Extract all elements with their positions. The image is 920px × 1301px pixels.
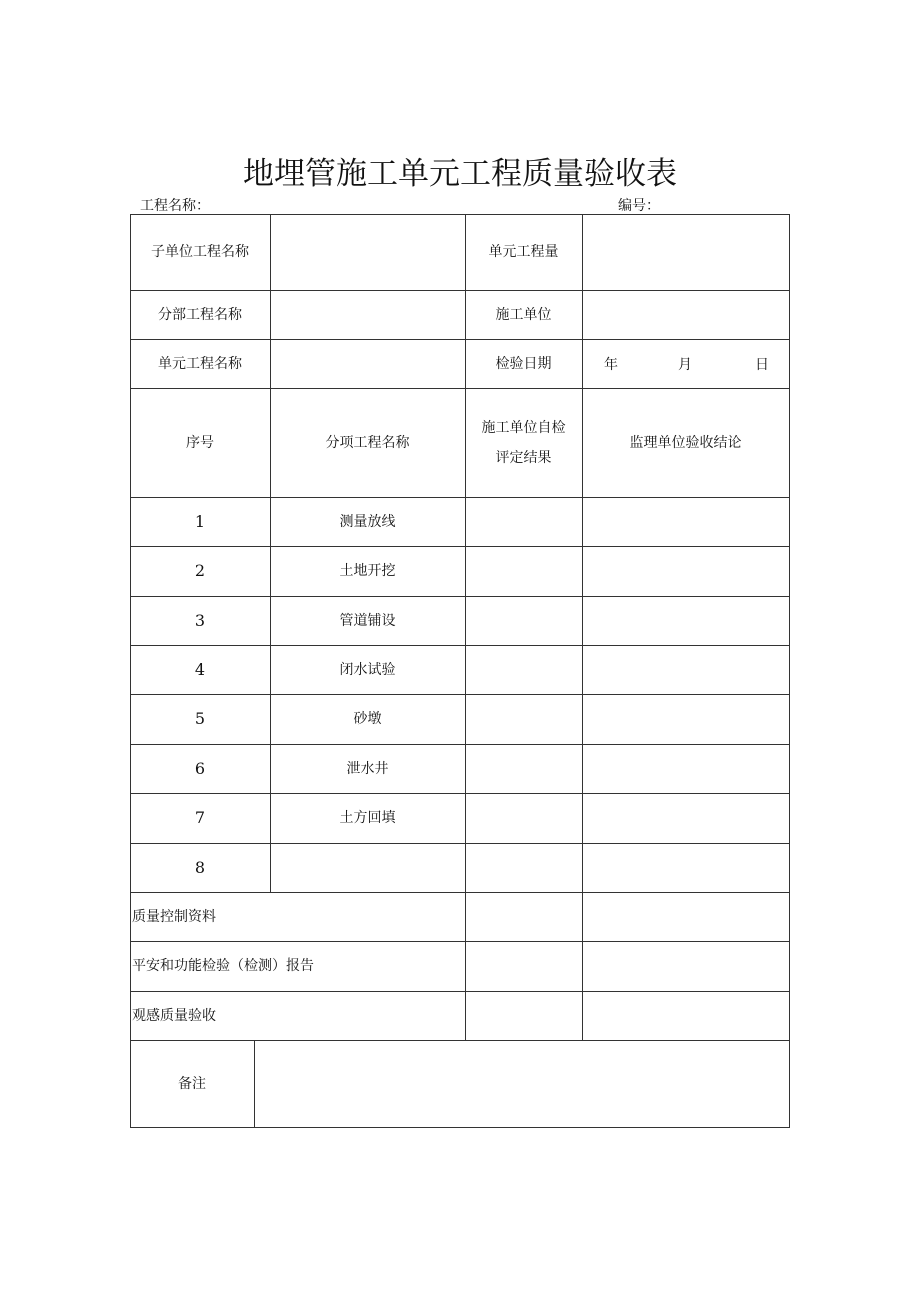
table-border-bottom	[130, 1127, 790, 1128]
date-day: 日	[755, 357, 769, 373]
row-item-name: 测量放线	[339, 513, 396, 530]
date-month: 月	[678, 357, 692, 373]
row-seq: 3	[194, 610, 206, 630]
col-line	[254, 1040, 255, 1127]
appearance-quality-label: 观感质量验收	[132, 1007, 216, 1024]
quality-control-docs-label: 质量控制资料	[132, 908, 216, 925]
self-check-line-2: 评定结果	[495, 449, 552, 466]
inspection-date-label: 检验日期	[495, 355, 552, 372]
self-check-line-1: 施工单位自检	[481, 419, 566, 436]
row-seq: 6	[194, 758, 206, 778]
unit-quantity-label: 单元工程量	[488, 244, 559, 260]
safety-function-report-label: 平安和功能检验（检测）报告	[132, 958, 314, 974]
row-seq: 7	[194, 808, 206, 827]
row-item-name: 管道铺设	[339, 612, 396, 629]
seq-column-header: 序号	[186, 434, 214, 451]
date-year: 年	[604, 357, 618, 373]
construction-unit-label: 施工单位	[495, 306, 552, 323]
self-check-column-header	[465, 388, 582, 497]
supervision-column-header: 监理单位验收结论	[629, 434, 742, 451]
row-seq: 5	[194, 709, 206, 728]
row-seq: 4	[194, 659, 206, 679]
row-item-name: 闭水试验	[339, 661, 396, 678]
remarks-label: 备注	[178, 1075, 206, 1092]
row-seq: 1	[194, 511, 206, 531]
project-name-label: 工程名称：	[140, 198, 210, 214]
item-name-column-header: 分项工程名称	[325, 434, 410, 451]
unit-name-label: 单元工程名称	[158, 355, 242, 372]
row-item-name: 砂墩	[353, 711, 382, 727]
sub-unit-name-label: 子单位工程名称	[151, 244, 249, 260]
row-item-name	[270, 843, 465, 892]
row-item-name: 土地开挖	[339, 563, 396, 579]
row-item-name: 土方回填	[339, 810, 396, 826]
col-line	[582, 214, 583, 1040]
number-label: 编号：	[618, 198, 660, 214]
row-item-name: 泄水井	[346, 760, 389, 777]
row-seq: 2	[194, 561, 206, 580]
page-title: 地埋管施工单元工程质量验收表	[243, 156, 677, 192]
division-name-label: 分部工程名称	[158, 306, 242, 323]
row-seq: 8	[194, 857, 206, 877]
